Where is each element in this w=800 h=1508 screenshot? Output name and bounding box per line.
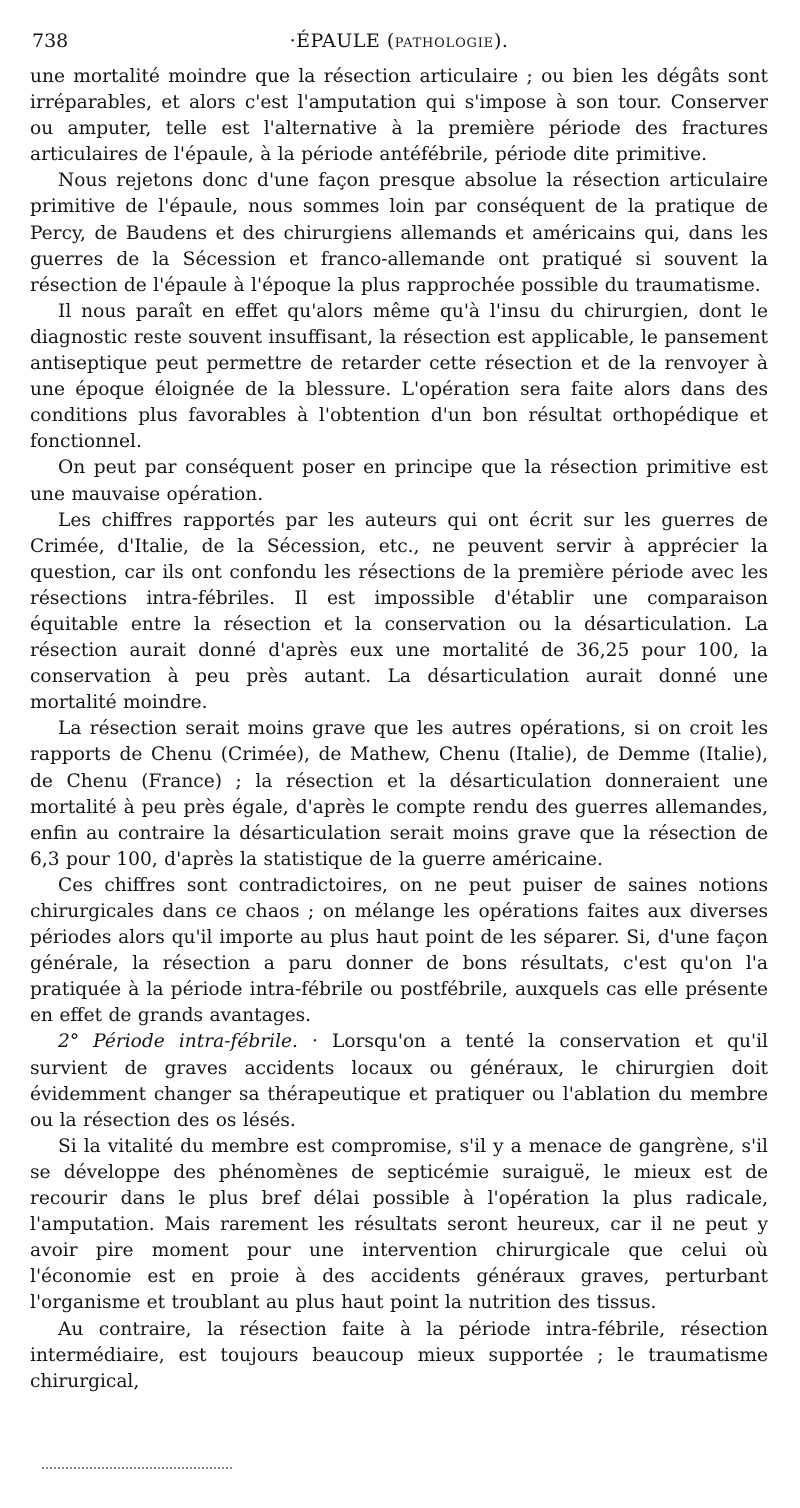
running-title-end: ). <box>493 30 509 52</box>
paragraph: La résection serait moins grave que les autres opérations, si on croit les rapports de Chenu (Crimée), de Mathew, Chenu (Italie), de Demme (Italie), de Chenu (France) ; la résection et la désarticulation donneraient une mortalité à peu près égale, d'après le compte rendu des guerres allemandes, enfin au contraire la désarticulation serait moins grave que la résection de 6,3 pour 100, d'après la statistique de la guerre américaine. <box>30 718 768 870</box>
running-title-small-caps: PATHOLOGIE <box>394 36 494 51</box>
paragraph: Les chiffres rapportés par les auteurs qui ont écrit sur les guerres de Crimée, d'Italie, de la Sécession, etc., ne peuvent servir à apprécier la question, car ils ont confondu les résections de la première période avec les résections intra-fébriles. Il est impossible d'établir une comparaison équitable entre la résection et la conservation ou la désarticulation. La résection aurait donné d'après eux une mortalité de 36,25 pour 100, la conservation à peu près autant. La désarticulation aurait donné une mortalité moindre. <box>30 509 768 714</box>
section-heading: 2° Période intra-fébrile. · <box>58 1031 318 1053</box>
paragraph: Si la vitalité du membre est compromise, s'il y a menace de gangrène, s'il se développe des phénomènes de septicémie suraiguë, le mieux est de recourir dans le plus bref délai possible à l'opération la plus radicale, l'amputation. Mais rarement les résultats seront heureux, car il ne peut y avoir pire moment pour une intervention chirurgicale que celui où l'économie est en proie à des accidents généraux graves, perturbant l'organisme et troublant au plus haut point la nutrition des tissus. <box>30 1135 768 1314</box>
running-title-main: ·ÉPAULE ( <box>289 30 395 52</box>
paragraph: Ces chiffres sont contradictoires, on ne peut puiser de saines notions chirurgicales dans ce chaos ; on mélange les opérations faites aux diverses périodes alors qu'il importe au plus haut point de les séparer. Si, d'une façon générale, la résection a paru donner de bons résultats, c'est qu'on l'a pratiquée à la période intra-fébrile ou postfébrile, auxquels cas elle présente en effet de grands avantages. <box>30 874 768 1027</box>
section-paragraph-text: Lorsqu'on a tenté la conservation et qu'il survient de graves accidents locaux ou généraux, le chirurgien doit évidemment changer sa thérapeutique et pratiquer ou l'ablation du membre ou la résection des os lésés. <box>30 1031 768 1131</box>
paragraph: Au contraire, la résection faite à la période intra-fébrile, résection intermédiaire, est toujours beaucoup mieux supportée ; le traumatisme chirurgical, <box>30 1318 768 1392</box>
running-title <box>30 26 768 59</box>
footer-rule <box>42 1467 232 1469</box>
paragraph: Il nous paraît en effet qu'alors même qu'à l'insu du chirurgien, dont le diagnostic reste souvent insuffisant, la résection est applicable, le pansement antiseptique peut permettre de retarder cette résection et de la renvoyer à une époque éloignée de la blessure. L'opération sera faite alors dans des conditions plus favorables à l'obtention d'un bon résultat orthopédique et fonctionnel. <box>30 300 768 453</box>
book-page <box>30 26 768 1395</box>
paragraph: Nous rejetons donc d'une façon presque absolue la résection articulaire primitive de l'épaule, nous sommes loin par conséquent de la pratique de Percy, de Baudens et des chirurgiens allemands et américains qui, dans les guerres de la Sécession et franco-allemande ont pratiqué si souvent la résection de l'épaule à l'époque la plus rapprochée possible du traumatisme. <box>30 170 768 296</box>
page-header <box>30 26 768 56</box>
page-number: 738 <box>32 30 69 52</box>
body-text <box>30 64 768 1395</box>
paragraph: On peut par conséquent poser en principe que la résection primitive est une mauvaise opération. <box>30 457 768 505</box>
paragraph-continuation: une mortalité moindre que la résection articulaire ; ou bien les dégâts sont irréparables, et alors c'est l'amputation qui s'impose à son tour. Conserver ou amputer, telle est l'alternative à la première période des fractures articulaires de l'épaule, à la période antéfébrile, période dite primitive. <box>30 66 768 166</box>
paragraph-section <box>30 1029 768 1133</box>
